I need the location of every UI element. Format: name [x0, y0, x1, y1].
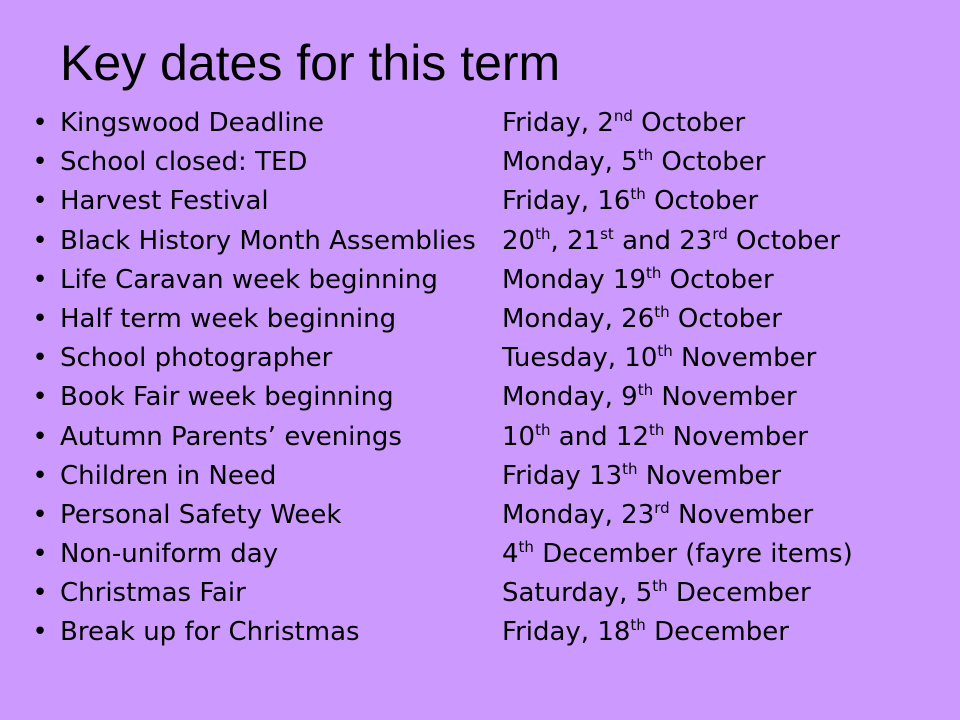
event-name: Non-uniform day — [60, 539, 279, 570]
event-name: School closed: TED — [60, 147, 308, 178]
event-date — [502, 378, 797, 417]
bullet-icon: • — [32, 225, 48, 256]
event-date — [502, 143, 765, 182]
date-ordinal-suffix: th — [637, 381, 654, 400]
date-text: 4 — [502, 539, 519, 570]
date-text: Monday 19 — [502, 264, 646, 295]
event-name: Children in Need — [60, 460, 277, 491]
date-ordinal-suffix: th — [630, 616, 646, 635]
bullet-icon: • — [32, 303, 48, 334]
list-item — [28, 222, 960, 261]
list-item — [28, 339, 960, 378]
date-text: , 21 — [550, 225, 601, 256]
date-text: November — [672, 343, 817, 374]
event-date — [502, 574, 811, 613]
event-name: Life Caravan week beginning — [60, 264, 438, 295]
date-text: Tuesday, 10 — [502, 343, 658, 374]
bullet-icon: • — [32, 499, 48, 530]
date-text: October — [727, 225, 841, 256]
event-name: Christmas Fair — [60, 578, 246, 609]
date-text: Monday, 23 — [502, 499, 655, 530]
date-ordinal-suffix: th — [637, 146, 654, 165]
list-item — [28, 378, 960, 417]
date-ordinal-suffix: nd — [613, 107, 633, 125]
date-text: Friday, 18 — [502, 617, 631, 648]
list-item — [28, 613, 960, 652]
event-name: Harvest Festival — [60, 186, 269, 217]
date-text: October — [645, 186, 759, 217]
date-ordinal-suffix: rd — [654, 498, 670, 517]
event-date — [502, 182, 758, 221]
date-text: Saturday, 5 — [502, 578, 653, 609]
date-text: October — [653, 147, 766, 178]
list-item — [28, 300, 960, 339]
list-item — [28, 182, 960, 221]
event-name: Black History Month Assemblies — [60, 225, 476, 256]
list-item — [28, 104, 960, 143]
bullet-icon: • — [32, 264, 48, 295]
date-ordinal-suffix: th — [622, 459, 638, 478]
bullet-icon: • — [32, 382, 48, 413]
date-text: October — [669, 303, 782, 334]
bullet-icon: • — [32, 186, 48, 217]
date-ordinal-suffix: th — [535, 224, 551, 243]
key-dates-list — [28, 104, 960, 653]
date-ordinal-suffix: th — [646, 263, 662, 282]
list-item — [28, 574, 960, 613]
date-text: and 23 — [613, 225, 713, 256]
event-date — [502, 613, 789, 652]
list-item — [28, 418, 960, 457]
event-date — [502, 418, 808, 457]
bullet-icon: • — [32, 617, 48, 648]
date-text: October — [632, 108, 746, 138]
event-name: Kingswood Deadline — [60, 108, 325, 138]
bullet-icon: • — [32, 147, 48, 178]
page-title: Key dates for this term — [60, 35, 561, 91]
event-date — [502, 339, 816, 378]
date-ordinal-suffix: rd — [712, 224, 728, 243]
date-text: Friday, 2 — [502, 108, 614, 138]
event-name: Book Fair week beginning — [60, 382, 394, 413]
bullet-icon: • — [32, 539, 48, 570]
date-text: November — [637, 460, 782, 491]
list-item — [28, 496, 960, 535]
event-date — [502, 261, 774, 300]
event-date — [502, 496, 813, 535]
bullet-icon: • — [32, 343, 48, 374]
list-item — [28, 143, 960, 182]
event-date — [502, 300, 782, 339]
date-ordinal-suffix: th — [535, 420, 551, 439]
date-text: Friday, 16 — [502, 186, 631, 217]
event-date — [502, 222, 840, 261]
list-item — [28, 261, 960, 300]
event-name: School photographer — [60, 343, 333, 374]
list-item — [28, 457, 960, 496]
event-name: Break up for Christmas — [60, 617, 360, 648]
bullet-icon: • — [32, 578, 48, 609]
date-text: November — [664, 421, 808, 452]
event-name: Personal Safety Week — [60, 499, 342, 530]
date-text: November — [653, 382, 797, 413]
date-text: Monday, 9 — [502, 382, 638, 413]
bullet-icon: • — [32, 421, 48, 452]
date-text: Friday 13 — [502, 460, 623, 491]
bullet-icon: • — [32, 460, 48, 491]
event-date — [502, 535, 853, 574]
date-ordinal-suffix: th — [652, 577, 668, 596]
date-text: November — [669, 499, 814, 530]
bullet-icon: • — [32, 108, 48, 138]
date-ordinal-suffix: th — [657, 342, 673, 361]
date-ordinal-suffix: th — [518, 538, 534, 557]
event-name: Autumn Parents’ evenings — [60, 421, 402, 452]
date-text: December (fayre items) — [533, 539, 853, 570]
date-text: and 12 — [550, 421, 650, 452]
date-text: December — [645, 617, 789, 648]
date-ordinal-suffix: th — [654, 302, 670, 321]
date-ordinal-suffix: th — [649, 420, 665, 439]
date-text: December — [667, 578, 811, 609]
event-name: Half term week beginning — [60, 303, 397, 334]
date-text: Monday, 5 — [502, 147, 638, 178]
date-text: October — [661, 264, 774, 295]
date-ordinal-suffix: st — [600, 224, 614, 243]
date-text: 10 — [502, 421, 536, 452]
date-text: 20 — [502, 225, 536, 256]
list-item — [28, 535, 960, 574]
date-text: Monday, 26 — [502, 303, 655, 334]
event-date — [502, 457, 781, 496]
date-ordinal-suffix: th — [630, 185, 646, 204]
event-date — [502, 104, 745, 143]
